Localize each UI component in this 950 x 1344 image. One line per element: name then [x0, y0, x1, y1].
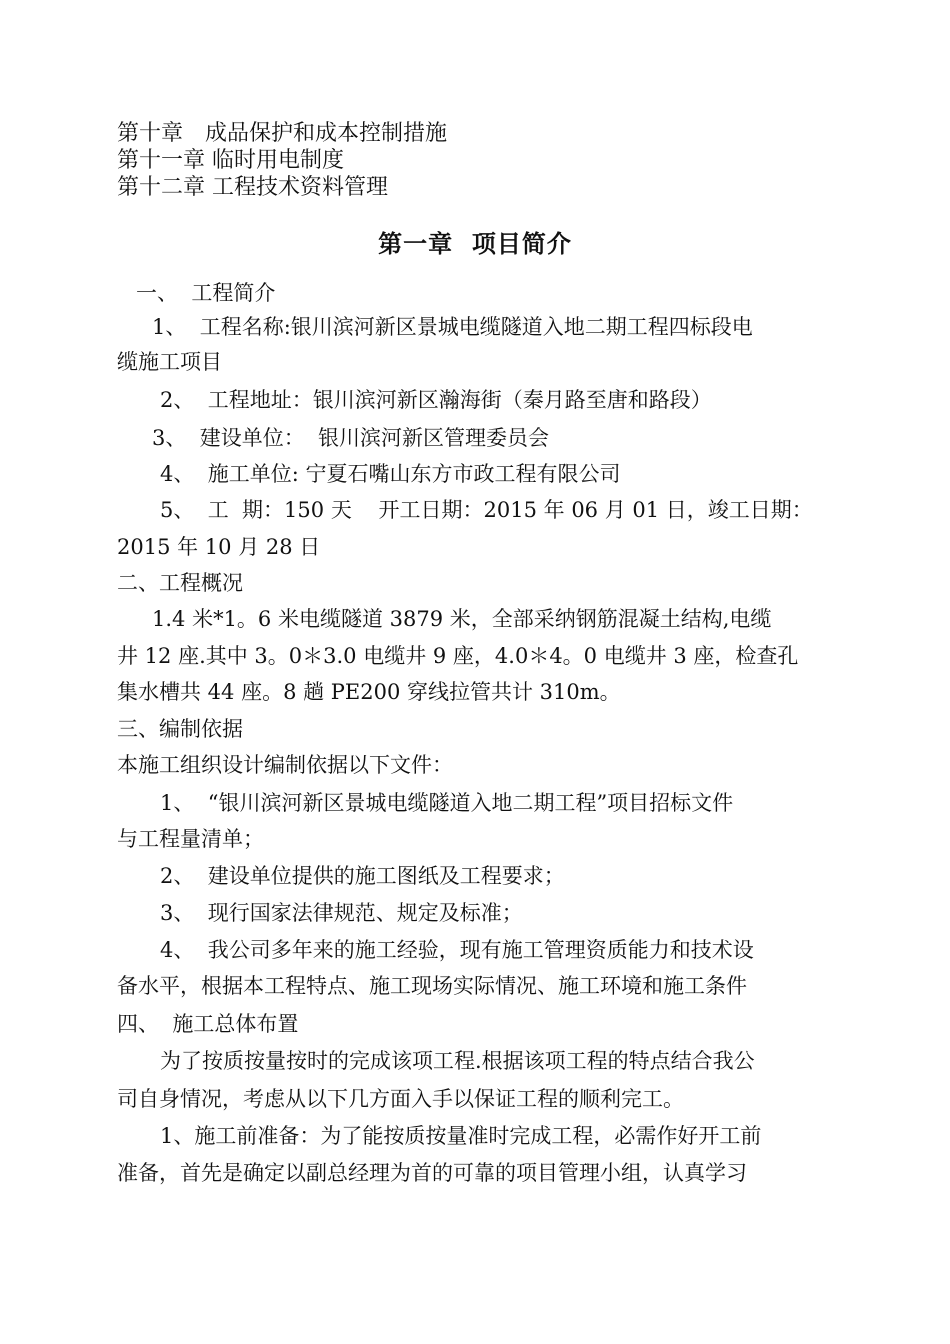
- text-line: 2、 工程地址：银川滨河新区瀚海街（秦月路至唐和路段）: [160, 388, 712, 412]
- text-line: 1、 “银川滨河新区景城电缆隧道入地二期工程”项目招标文件: [160, 791, 734, 815]
- text-line: 4、 我公司多年来的施工经验，现有施工管理资质能力和技术设: [160, 938, 754, 962]
- toc-entry: 第十章 成品保护和成本控制措施: [117, 121, 448, 146]
- text-line: 缆施工项目: [117, 350, 222, 374]
- toc-entry: 第十一章 临时用电制度: [117, 148, 344, 173]
- text-line: 三、编制依据: [117, 717, 243, 741]
- text-line: 1.4 米*1。6 米电缆隧道 3879 米，全部采纳钢筋混凝土结构,电缆: [152, 607, 772, 631]
- chapter-title: 第一章 项目简介: [378, 229, 572, 258]
- text-line: 一、 工程简介: [136, 281, 276, 305]
- text-line: 集水槽共 44 座。8 趟 PE200 穿线拉管共计 310m。: [117, 680, 621, 704]
- table-of-contents: [117, 120, 447, 201]
- text-line: 1、施工前准备：为了能按质按量准时完成工程，必需作好开工前: [160, 1124, 762, 1148]
- text-line: 2015 年 10 月 28 日: [117, 535, 321, 559]
- text-line: 准备，首先是确定以副总经理为首的可靠的项目管理小组，认真学习: [117, 1161, 747, 1185]
- text-line: 3、 现行国家法律规范、规定及标准；: [160, 901, 523, 925]
- text-line: 备水平，根据本工程特点、施工现场实际情况、施工环境和施工条件: [117, 974, 747, 998]
- text-line: 与工程量清单；: [117, 827, 264, 851]
- text-line: 4、 施工单位: 宁夏石嘴山东方市政工程有限公司: [160, 462, 621, 486]
- text-line: 2、 建设单位提供的施工图纸及工程要求；: [160, 864, 565, 888]
- text-line: 5、 工 期：150 天 开工日期：2015 年 06 月 01 日，竣工日期：: [160, 498, 813, 522]
- text-line: 本施工组织设计编制依据以下文件：: [117, 753, 453, 777]
- text-line: 二、工程概况: [117, 571, 243, 595]
- text-line: 四、 施工总体布置: [117, 1012, 299, 1036]
- text-line: 井 12 座.其中 3。0＊3.0 电缆井 9 座，4.0＊4。0 电缆井 3 座，检查孔: [117, 644, 799, 668]
- text-line: 1、 工程名称:银川滨河新区景城电缆隧道入地二期工程四标段电: [152, 315, 753, 339]
- text-line: 为了按质按量按时的完成该项工程.根据该项工程的特点结合我公: [160, 1049, 755, 1073]
- toc-entry: 第十二章 工程技术资料管理: [117, 175, 388, 200]
- text-line: 司自身情况，考虑从以下几方面入手以保证工程的顺利完工。: [117, 1087, 684, 1111]
- text-line: 3、 建设单位： 银川滨河新区管理委员会: [152, 426, 550, 450]
